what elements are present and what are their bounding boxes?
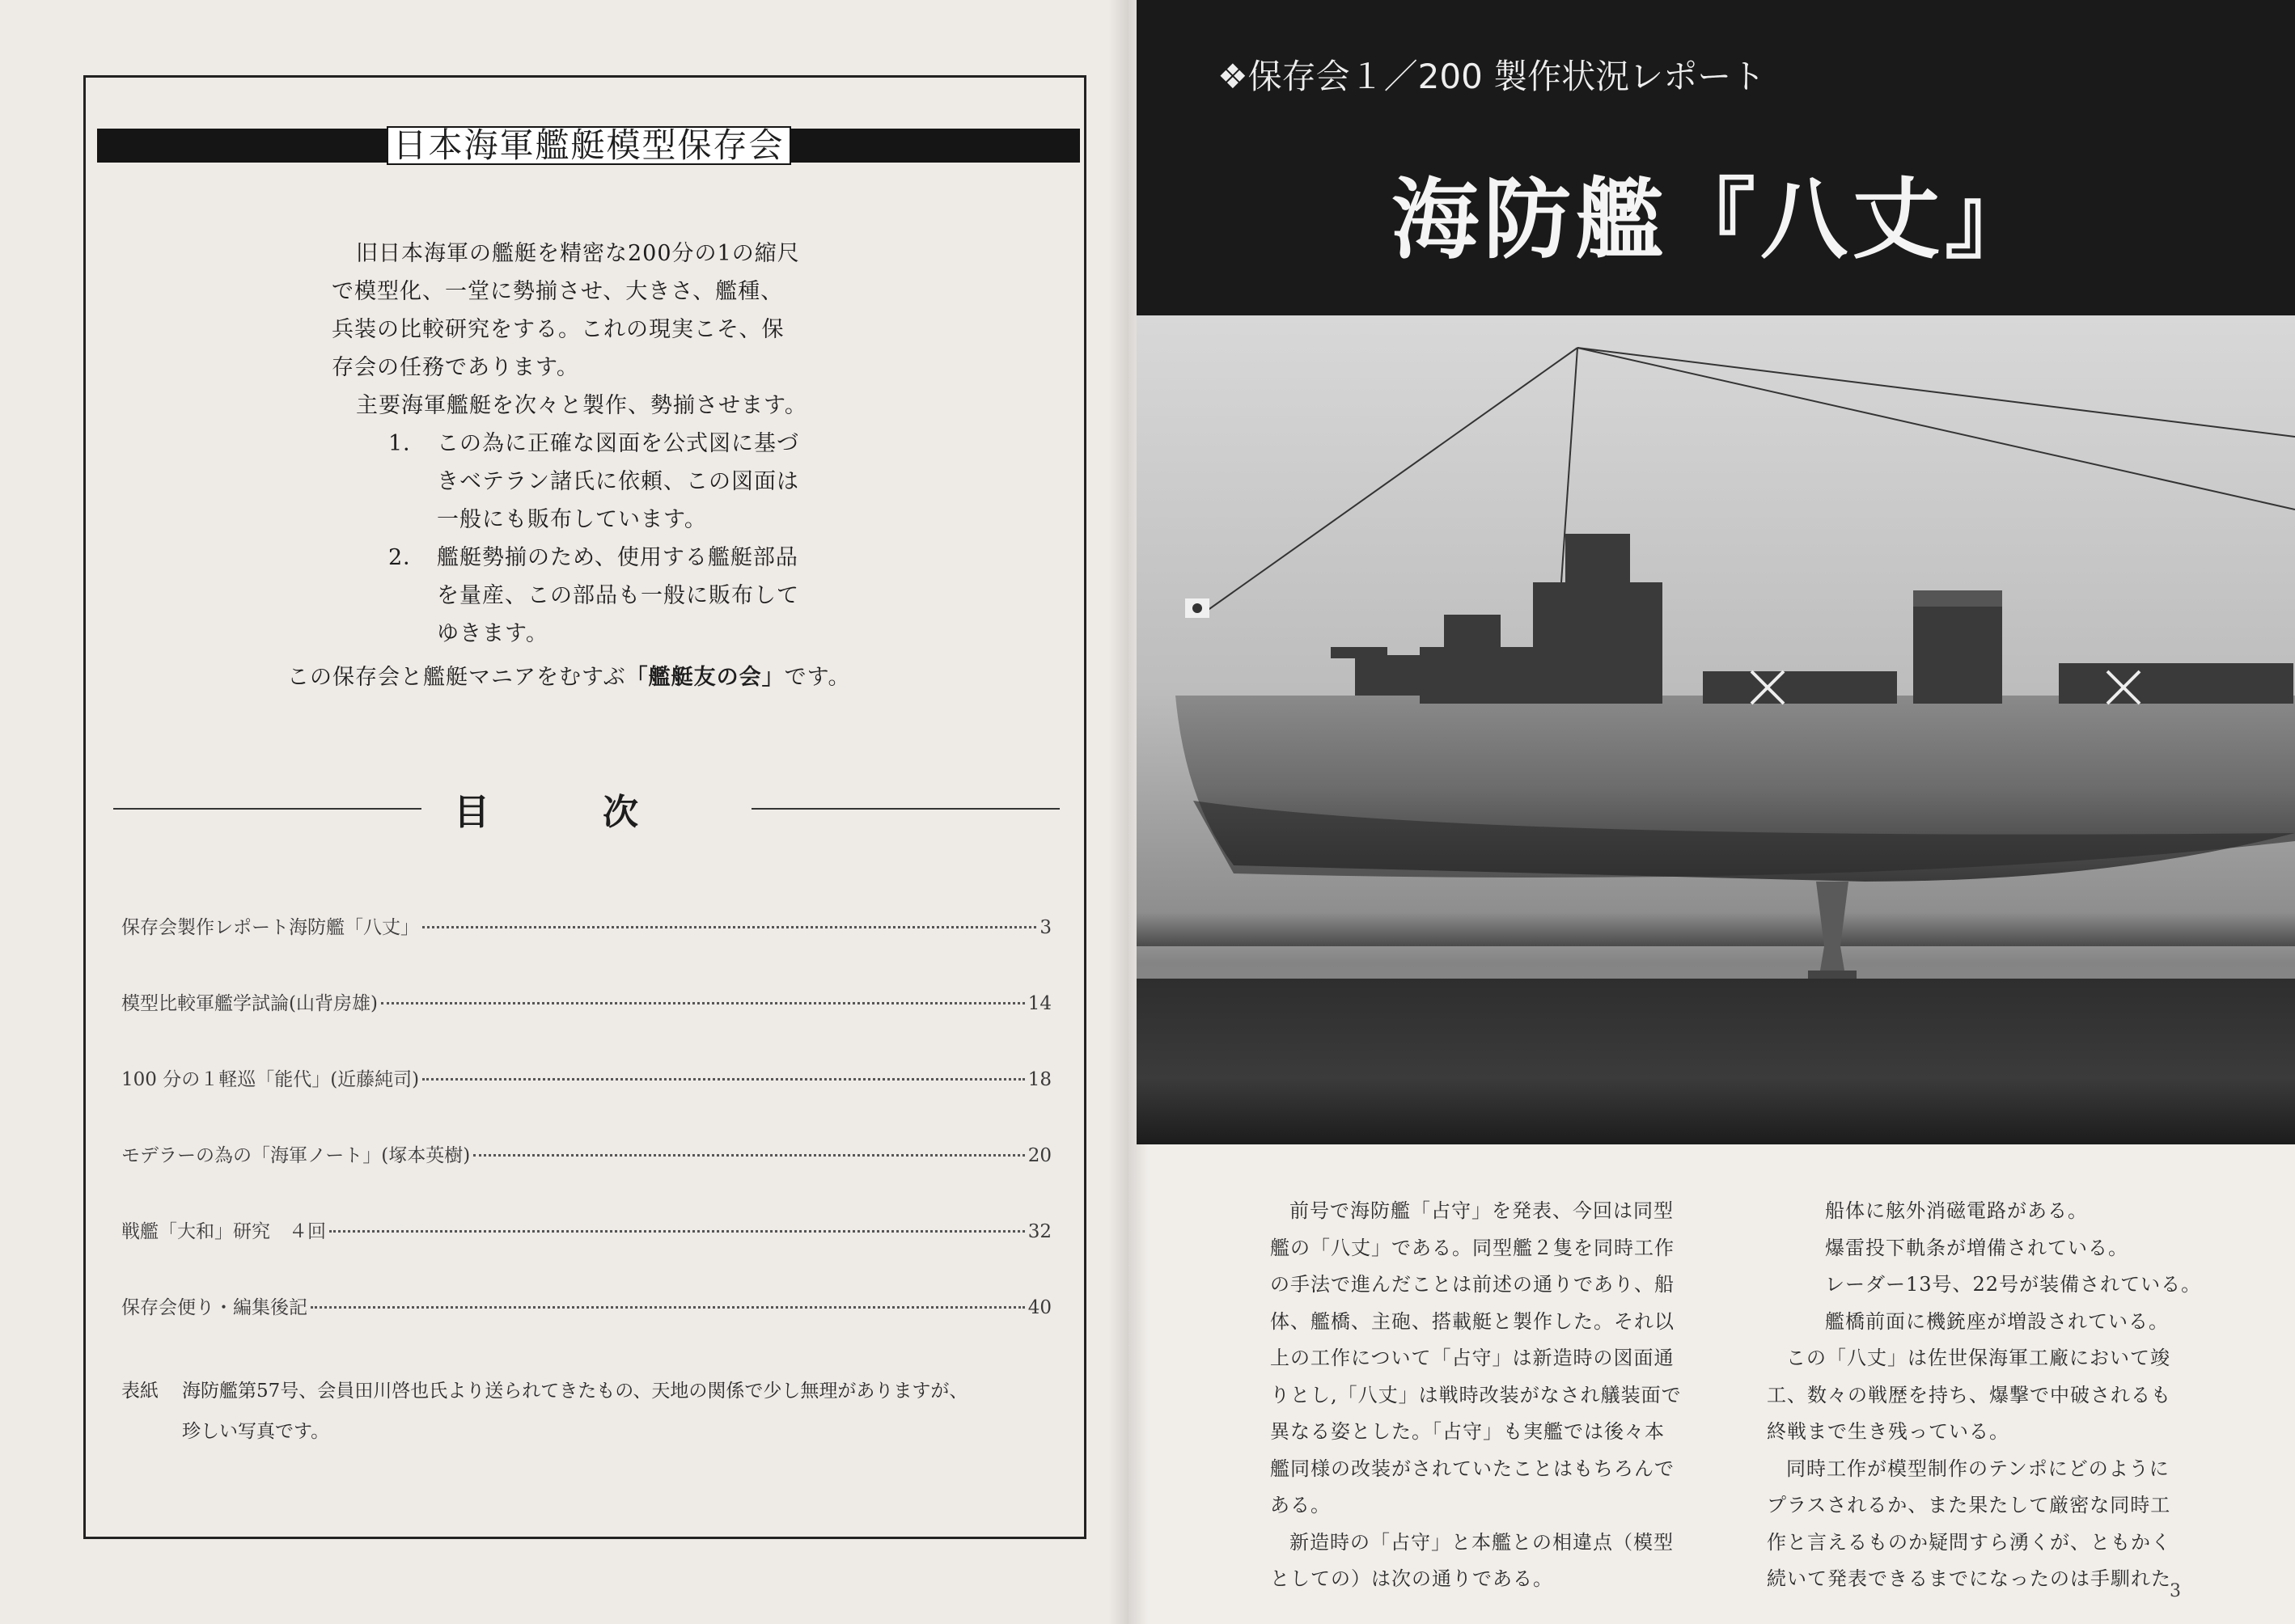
banner-bar-left — [97, 129, 387, 163]
text-line: 新造時の「占守」と本艦との相違点（模型 — [1289, 1530, 1674, 1554]
dot-leader — [329, 1230, 1025, 1233]
text-line: 艦の「八丈」である。同型艦２隻を同時工作 — [1270, 1236, 1675, 1259]
text-line: レーダー13号、22号が装備されている。 — [1825, 1273, 2202, 1296]
numbered-item-2 — [332, 539, 898, 653]
table-of-contents — [121, 912, 1052, 1368]
cover-note-text-2: 珍しい写真です。 — [182, 1421, 330, 1442]
friends-club-name: 「艦艇友の会」 — [625, 665, 785, 690]
article-column-1 — [1270, 1193, 1691, 1598]
text-line: 体、艦橋、主砲、搭載艇と製作した。それ以 — [1270, 1309, 1675, 1333]
toc-entry-label: 保存会便り・編集後記 — [121, 1297, 307, 1318]
toc-entry[interactable] — [121, 1216, 1052, 1292]
text-line: 上の工作について「占守」は新造時の図面通 — [1270, 1347, 1675, 1369]
cover-note — [121, 1371, 1052, 1452]
dot-leader — [422, 926, 1036, 928]
dot-leader — [473, 1154, 1024, 1157]
article-column-2 — [1747, 1193, 2200, 1598]
text-line: の手法で進んだことは前述の通りであり、船 — [1270, 1273, 1675, 1296]
divider — [752, 808, 1060, 810]
item-line: きベテラン諸氏に依頼、この図面は — [437, 469, 799, 494]
text-line: この「八丈」は佐世保海軍工廠において竣 — [1786, 1347, 2170, 1369]
association-banner — [97, 125, 1080, 166]
text-line: 船体に舷外消磁電路がある。 — [1825, 1199, 2088, 1222]
intro-line: 存会の任務であります。 — [332, 355, 579, 380]
numbered-item-1 — [332, 425, 898, 539]
intro-line: で模型化、一堂に勢揃させ、大きさ、艦種、 — [332, 279, 784, 304]
ship-model-photo — [1137, 315, 2295, 1144]
toc-entry-label: 模型比較軍艦学試論(山背房雄) — [121, 993, 378, 1014]
text-line: ある。 — [1270, 1494, 1331, 1516]
cover-note-text: 海防艦第57号、会員田川啓也氏より送られてきたもの、天地の関係で少し無理がありますが、 — [182, 1381, 968, 1402]
toc-entry[interactable] — [121, 988, 1052, 1064]
toc-entry-page: 40 — [1027, 1297, 1052, 1318]
intro-line: 主要海軍艦艇を次々と製作、勢揃させます。 — [356, 393, 807, 418]
toc-entry[interactable] — [121, 1140, 1052, 1216]
text-line: 終戦まで生き残っている。 — [1767, 1420, 2009, 1443]
item-line: を量産、この部品も一般に販布して — [437, 583, 799, 608]
toc-entry-label: 戦艦「大和」研究 ４回 — [121, 1221, 326, 1242]
closing-text-end: です。 — [784, 665, 851, 690]
item-number: 1． — [388, 431, 426, 456]
text-line: りとし,「八丈」は戦時改装がなされ艤装面で — [1270, 1383, 1682, 1406]
item-number: 2． — [388, 545, 426, 570]
text-line: 爆雷投下軌条が増備されている。 — [1825, 1236, 2128, 1259]
item-line: 艦艇勢揃のため、使用する艦艇部品 — [437, 545, 798, 570]
text-line: 同時工作が模型制作のテンポにどのように — [1786, 1457, 2170, 1480]
toc-entry[interactable] — [121, 1064, 1052, 1140]
toc-title: 目次 — [454, 792, 752, 833]
text-line: 異なる姿とした。「占守」も実艦では後々本 — [1270, 1420, 1665, 1443]
cover-note-key: 表紙 — [121, 1381, 159, 1402]
series-label: ❖保存会１／200 製作状況レポート — [1217, 57, 1766, 96]
page-number: 3 — [2170, 1581, 2181, 1601]
association-intro — [332, 235, 898, 653]
toc-entry-label: 100 分の１軽巡「能代」(近藤純司) — [121, 1069, 420, 1090]
text-line: 工、数々の戦歴を持ち、爆撃で中破されるも — [1767, 1383, 2171, 1406]
text-line: プラスされるか、また果たして厳密な同時工 — [1767, 1494, 2171, 1516]
article-title: 海防艦『八丈』 — [1391, 170, 2038, 271]
text-line: 作と言えるものか疑問すら湧くが、ともかく — [1767, 1530, 2171, 1554]
closing-text: この保存会と艦艇マニアをむすぶ — [287, 665, 626, 690]
item-line: この為に正確な図面を公式図に基づ — [437, 431, 799, 456]
toc-entry-label: 保存会製作レポート海防艦「八丈」 — [121, 917, 419, 938]
toc-entry-page: 32 — [1027, 1221, 1052, 1242]
intro-line: 兵装の比較研究をする。これの現実こそ、保 — [332, 317, 785, 342]
toc-entry[interactable] — [121, 912, 1052, 988]
toc-entry-page: 20 — [1027, 1145, 1052, 1166]
intro-line: 旧日本海軍の艦艇を精密な200分の1の縮尺 — [356, 241, 800, 266]
dot-leader — [381, 1002, 1025, 1004]
toc-entry-page: 3 — [1040, 917, 1052, 938]
text-line: 艦橋前面に機銃座が増設されている。 — [1825, 1309, 2169, 1333]
text-line: 続いて発表できるまでになったのは手馴れた — [1767, 1567, 2171, 1590]
divider — [113, 808, 421, 810]
association-title: 日本海軍艦艇模型保存会 — [387, 126, 791, 165]
text-line: 艦同様の改装がされていたことはもちろんで — [1270, 1457, 1675, 1480]
toc-entry[interactable] — [121, 1292, 1052, 1368]
item-line: ゆきます。 — [437, 621, 548, 646]
toc-entry-label: モデラーの為の「海軍ノート」(塚本英樹) — [121, 1145, 471, 1166]
toc-entry-page: 18 — [1027, 1069, 1052, 1090]
banner-bar-right — [791, 129, 1081, 163]
toc-entry-page: 14 — [1027, 993, 1052, 1014]
closing-line — [287, 659, 851, 691]
text-line: 前号で海防艦「占守」を発表、今回は同型 — [1289, 1199, 1674, 1222]
dot-leader — [311, 1306, 1025, 1309]
text-line: としての）は次の通りである。 — [1270, 1567, 1553, 1590]
dot-leader — [422, 1078, 1025, 1081]
item-line: 一般にも販布しています。 — [437, 507, 707, 532]
toc-heading — [113, 785, 1060, 833]
